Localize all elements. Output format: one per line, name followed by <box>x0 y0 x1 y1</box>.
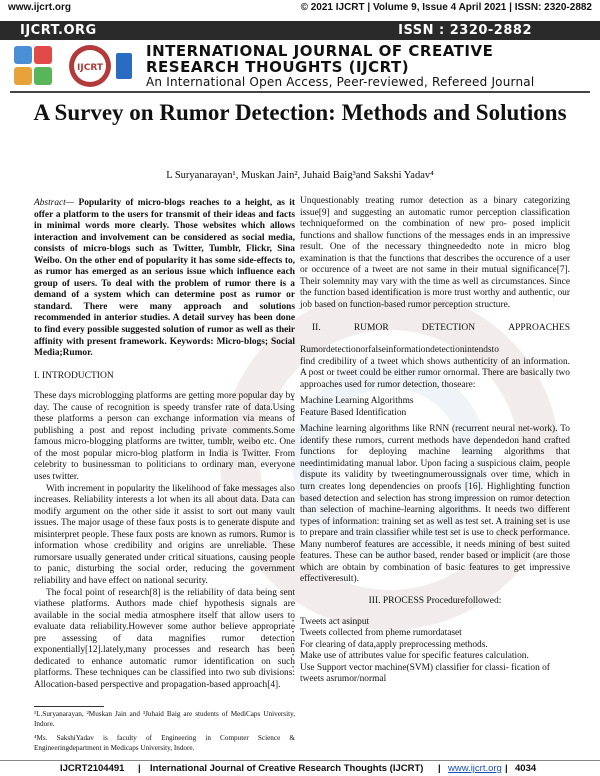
footnote-1: ¹L.Suryanarayan, ²Muskan Jain and ³Juhaid Baig are students of MediCaps University, Indore. <box>34 710 295 728</box>
intro-paragraph-1: These days microblogging platforms are getting more popular day by day. The cause of recognition is speedy transfer rate of data.Using these platforms a person can exchange information via means of publishing a post and repost including private comments.Some famous micro-blogging platforms are twitter, tumblr, weibo etc. One of the most popular micro-blog platform in India is Twitter. From celebrity to businessman to politicians to ordinary man, everyone uses twitter. <box>34 391 295 483</box>
journal-title <box>146 43 594 75</box>
list-item: • Tweets collected from pheme rumordataset <box>300 628 570 640</box>
header-rule <box>10 91 590 93</box>
footer-divider-1: | <box>138 763 141 774</box>
page-number: 4034 <box>515 763 537 774</box>
site-url[interactable]: www.ijcrt.org <box>8 2 71 13</box>
list-item: • Use Support vector machine(SVM) classifier for classi- fication of tweets asrumor/normal <box>300 663 570 686</box>
footer-url-link[interactable]: www.ijcrt.org <box>448 763 502 774</box>
org-label: IJCRT.ORG <box>20 23 97 38</box>
footnotes <box>34 710 295 753</box>
list-item: • Machine Learning Algorithms <box>300 396 570 408</box>
page-footer <box>0 760 600 776</box>
footer-divider-2: | <box>438 763 441 774</box>
list-item: • Feature Based Identification <box>300 408 570 420</box>
svg-text:IJCRT: IJCRT <box>77 63 103 73</box>
left-column <box>34 198 295 691</box>
approaches-line: Rumordetectionorfalseinformationdetectionintendsto <box>300 345 499 356</box>
abstract <box>34 198 295 360</box>
right-paragraph-1: Unquestionably treating rumor detection as a binary categorizing issue[9] and suggesting an automatic rumor perception classification techniqueformed on the combination of new pro- posed implicit functions and shallow functions of the messages ends in an impressive result. One of the necessary thingneededto note in micro blog examination is that the functions that describes the occurence of a user or occurence of a tweet are not same in their mutual significance[7]. Their solemnity may vary with the time as well as circumstances. Since the function based identification is more trust worthy and authentic, our job based on function-based rumor perception structure. <box>300 196 570 310</box>
journal-logo <box>12 43 136 89</box>
list-item: • For clearing of data,apply preprocessing methods. <box>300 640 570 652</box>
abstract-text: Popularity of micro-blogs reaches to a height, as it offer a platform to the users for transmit of their ideas and facts in minimal words more clearly. Those websites which allows interaction and involvement can be considered as social media, consists of micro-blogs such as Twitter, Tumblr, Flickr, Sina Weibo. On the other end of popularity it has some side-effects to, as rumor has emerged as an serious issue which influence each group of users. To deal with the problem of rumor there is a demand of a system which can determine post as rumor or standard. There were many approach and solutions recommended in anterior studies. A detail survey has been done to find every possible suggested solution of rumor as well as their affinity with present framework. Keywords: Micro-blogs; Social Media;Rumor. <box>34 198 295 359</box>
ml-paragraph: Machine learning algorithms like RNN (recurrent neural net-work). To identify these rumors, current methods have dependedon hand crafted functions for deploying machine learning algorithms that needintimidating manual labor. Upon facing a suspicious claim, people dispute its validity by tweetingnumeroussignals over time, which in turn creates long dependencies on proofs [16]. Highlighting function based detection and selection has strong impression on rumor detection than selection of machine-learning algorithms. It needs two different types of information: training set as well as test set. A training set is use to prepare and train classifier while test set is use to check performance. Many numberof features are accessible, it needs mining of best suited features. These can be author based, render based or implicit (are those which are obtain by combination of basic features to get impressive effectiveresult). <box>300 424 570 585</box>
footer-code: IJCRT2104491 <box>60 763 125 774</box>
section-rumor-detection <box>300 323 570 335</box>
section-2-word-b: DETECTION <box>421 323 476 334</box>
section-2-number: II. <box>312 323 321 334</box>
journal-title-line2: RESEARCH THOUGHTS (IJCRT) <box>146 58 410 76</box>
process-steps <box>300 617 570 686</box>
approaches-paragraph: find credibility of a tweet which shows authenticity of an information. A post or tweet could be either rumor ornormal. There are basically two approaches used for rumor detection, thoseare: <box>300 356 570 390</box>
section-2-word-c: APPROACHES <box>508 323 570 334</box>
footer-divider-3: | <box>505 763 508 774</box>
section-introduction: I. INTRODUCTION <box>34 370 114 381</box>
issue-meta: © 2021 IJCRT | Volume 9, Issue 4 April 2021 | ISSN: 2320-2882 <box>300 2 592 13</box>
paper-authors: L Suryanarayan¹, Muskan Jain², Juhaid Baig³and Sakshi Yadav⁴ <box>166 170 434 181</box>
list-item: • Make use of attributes value for specific features calculation. <box>300 651 570 663</box>
intro-paragraph-2: With increment in popularity the likelihood of fake messages also increases. Reliability interests a lot when its all about data. Data can modify argument on the other side it assist to sort out many vault issues. The major usage of these faux posts is to generate dispute and misinterpret people. These faux posts are known as rumors. Rumor is information whose credibility and origins are unreliable. These rumorsare usually generated under critical situations, causing people to panic, disturbing the social order, reducing the government reliability and have effect on national security. <box>34 483 295 586</box>
top-header <box>0 0 600 16</box>
journal-tagline: An International Open Access, Peer-reviewed, Refereed Journal <box>146 75 535 89</box>
footnote-rule <box>34 706 104 707</box>
section-2-word-a: RUMOR <box>353 323 389 334</box>
section-process: III. PROCESS Procedurefollowed: <box>368 595 502 606</box>
list-item: • Tweets act asinput <box>300 617 570 629</box>
footnote-2: ⁴Ms. SakshiYadav is faculty of Engineering in Computer Science & Engineeringdepartment in Medicaps University, Indore. <box>34 734 295 752</box>
abstract-label: Abstract— <box>34 198 75 208</box>
approaches-list <box>300 396 570 419</box>
journal-title-line1: INTERNATIONAL JOURNAL OF CREATIVE <box>146 42 494 60</box>
issn-label: ISSN : 2320-2882 <box>398 23 532 38</box>
intro-paragraph-3: The focal point of research[8] is the reliability of data being sent viathese platforms. Authors made chief hypothesis signals are available in the social media atmosphere itself that allow users to evaluate data reliability.However some author believe appropriate pre assessing of data magnifies rumor detection exponentially[12].lately,many processes and research has been dedicated to enhance automatic rumor identification on such platforms. These techniques can be classified into two sub divisions: Allocation-based perspective and propagation-based approach[4]. <box>34 587 295 690</box>
paper-title: A Survey on Rumor Detection: Methods and Solutions <box>33 100 567 125</box>
right-column <box>300 196 570 686</box>
journal-band <box>0 21 600 40</box>
footer-journal: International Journal of Creative Research Thoughts (IJCRT) <box>150 763 424 774</box>
